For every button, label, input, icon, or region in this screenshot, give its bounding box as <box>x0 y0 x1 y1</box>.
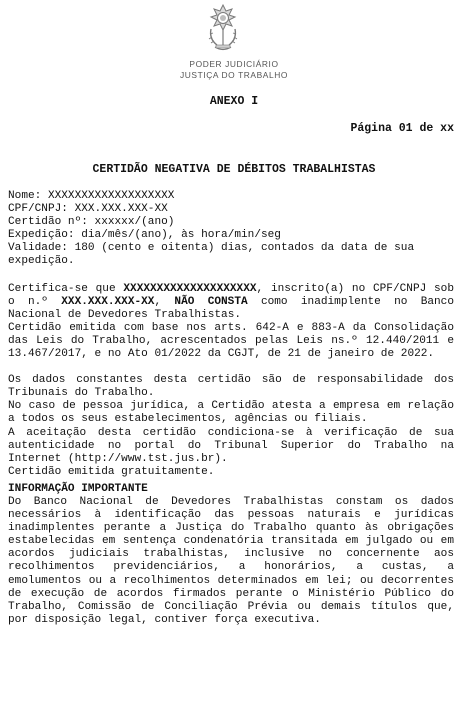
certifica-paragraph: Certifica-se que XXXXXXXXXXXXXXXXXXXX, inscrito(a) no CPF/CNPJ sob o n.º XXX.XXX.XXX-XX, NÃO CONSTA como inadimplente no Banco Nacional de Devedores Trabalhistas. <box>8 282 454 321</box>
info-paragraph: Do Banco Nacional de Devedores Trabalhistas constam os dados necessários à identificação das pessoas naturais e jurídicas inadimplentes perante a Justiça do Trabalho quanto às obrigações estabelecidas em sentença condenatória transitada em julgado ou em acordos judiciais trabalhistas, inclusive no concernente aos recolhimentos previdenciários, a honorários, a custas, a emolumentos ou a recolhimentos determinados em lei; ou decorrentes de execução de acordos firmados perante o Ministério Público do Trabalho, Comissão de Conciliação Prévia ou demais títulos que, por disposição legal, contiver força executiva. <box>8 495 454 626</box>
field-cpf-cnpj: CPF/CNPJ: XXX.XXX.XXX-XX <box>8 203 168 216</box>
coat-of-arms-icon <box>205 3 241 53</box>
emitida-base-paragraph: Certidão emitida com base nos arts. 642-A e 883-A da Consolidação das Leis do Trabalho, acrescentados pelas Leis ns.º 12.440/2011 e 13.467/2017, e no Ato 01/2022 da CGJT, de 21 de janeiro de 2022. <box>8 321 454 361</box>
field-nome: Nome: XXXXXXXXXXXXXXXXXXX <box>8 190 175 202</box>
certified-number: XXX.XXX.XXX-XX <box>61 295 155 308</box>
institution-line2: JUSTIÇA DO TRABALHO <box>179 70 289 80</box>
aceitacao-paragraph: A aceitação desta certidão condiciona-se à verificação de sua autenticidade no portal do Tribunal Superior do Trabalho na Internet (http://www.tst.jus.br). <box>8 426 454 465</box>
page-number: Página 01 de xx <box>350 122 454 135</box>
info-heading: INFORMAÇÃO IMPORTANTE <box>8 482 148 495</box>
certificate-body <box>8 190 454 627</box>
field-validade: Validade: 180 (cento e oitenta) dias, contados da data de sua expedição. <box>8 242 415 268</box>
institution-line1: PODER JUDICIÁRIO <box>189 59 279 69</box>
certified-name: XXXXXXXXXXXXXXXXXXXX <box>123 282 257 295</box>
dados-paragraph: Os dados constantes desta certidão são de responsabilidade dos Tribunais do Trabalho. <box>8 374 454 400</box>
certificate-title: CERTIDÃO NEGATIVA DE DÉBITOS TRABALHISTAS <box>92 163 376 176</box>
gratuita-line: Certidão emitida gratuitamente. <box>8 465 215 478</box>
annex-label: ANEXO I <box>209 95 259 108</box>
pessoa-juridica-paragraph: No caso de pessoa jurídica, a Certidão atesta a empresa em relação a todos os seus estabelecimentos, agências ou filiais. <box>8 400 454 426</box>
field-expedicao: Expedição: dia/mês/(ano), às hora/min/seg <box>8 229 281 242</box>
field-certidao: Certidão nº: xxxxxx/(ano) <box>8 216 175 229</box>
nao-consta-label: NÃO CONSTA <box>174 295 248 308</box>
